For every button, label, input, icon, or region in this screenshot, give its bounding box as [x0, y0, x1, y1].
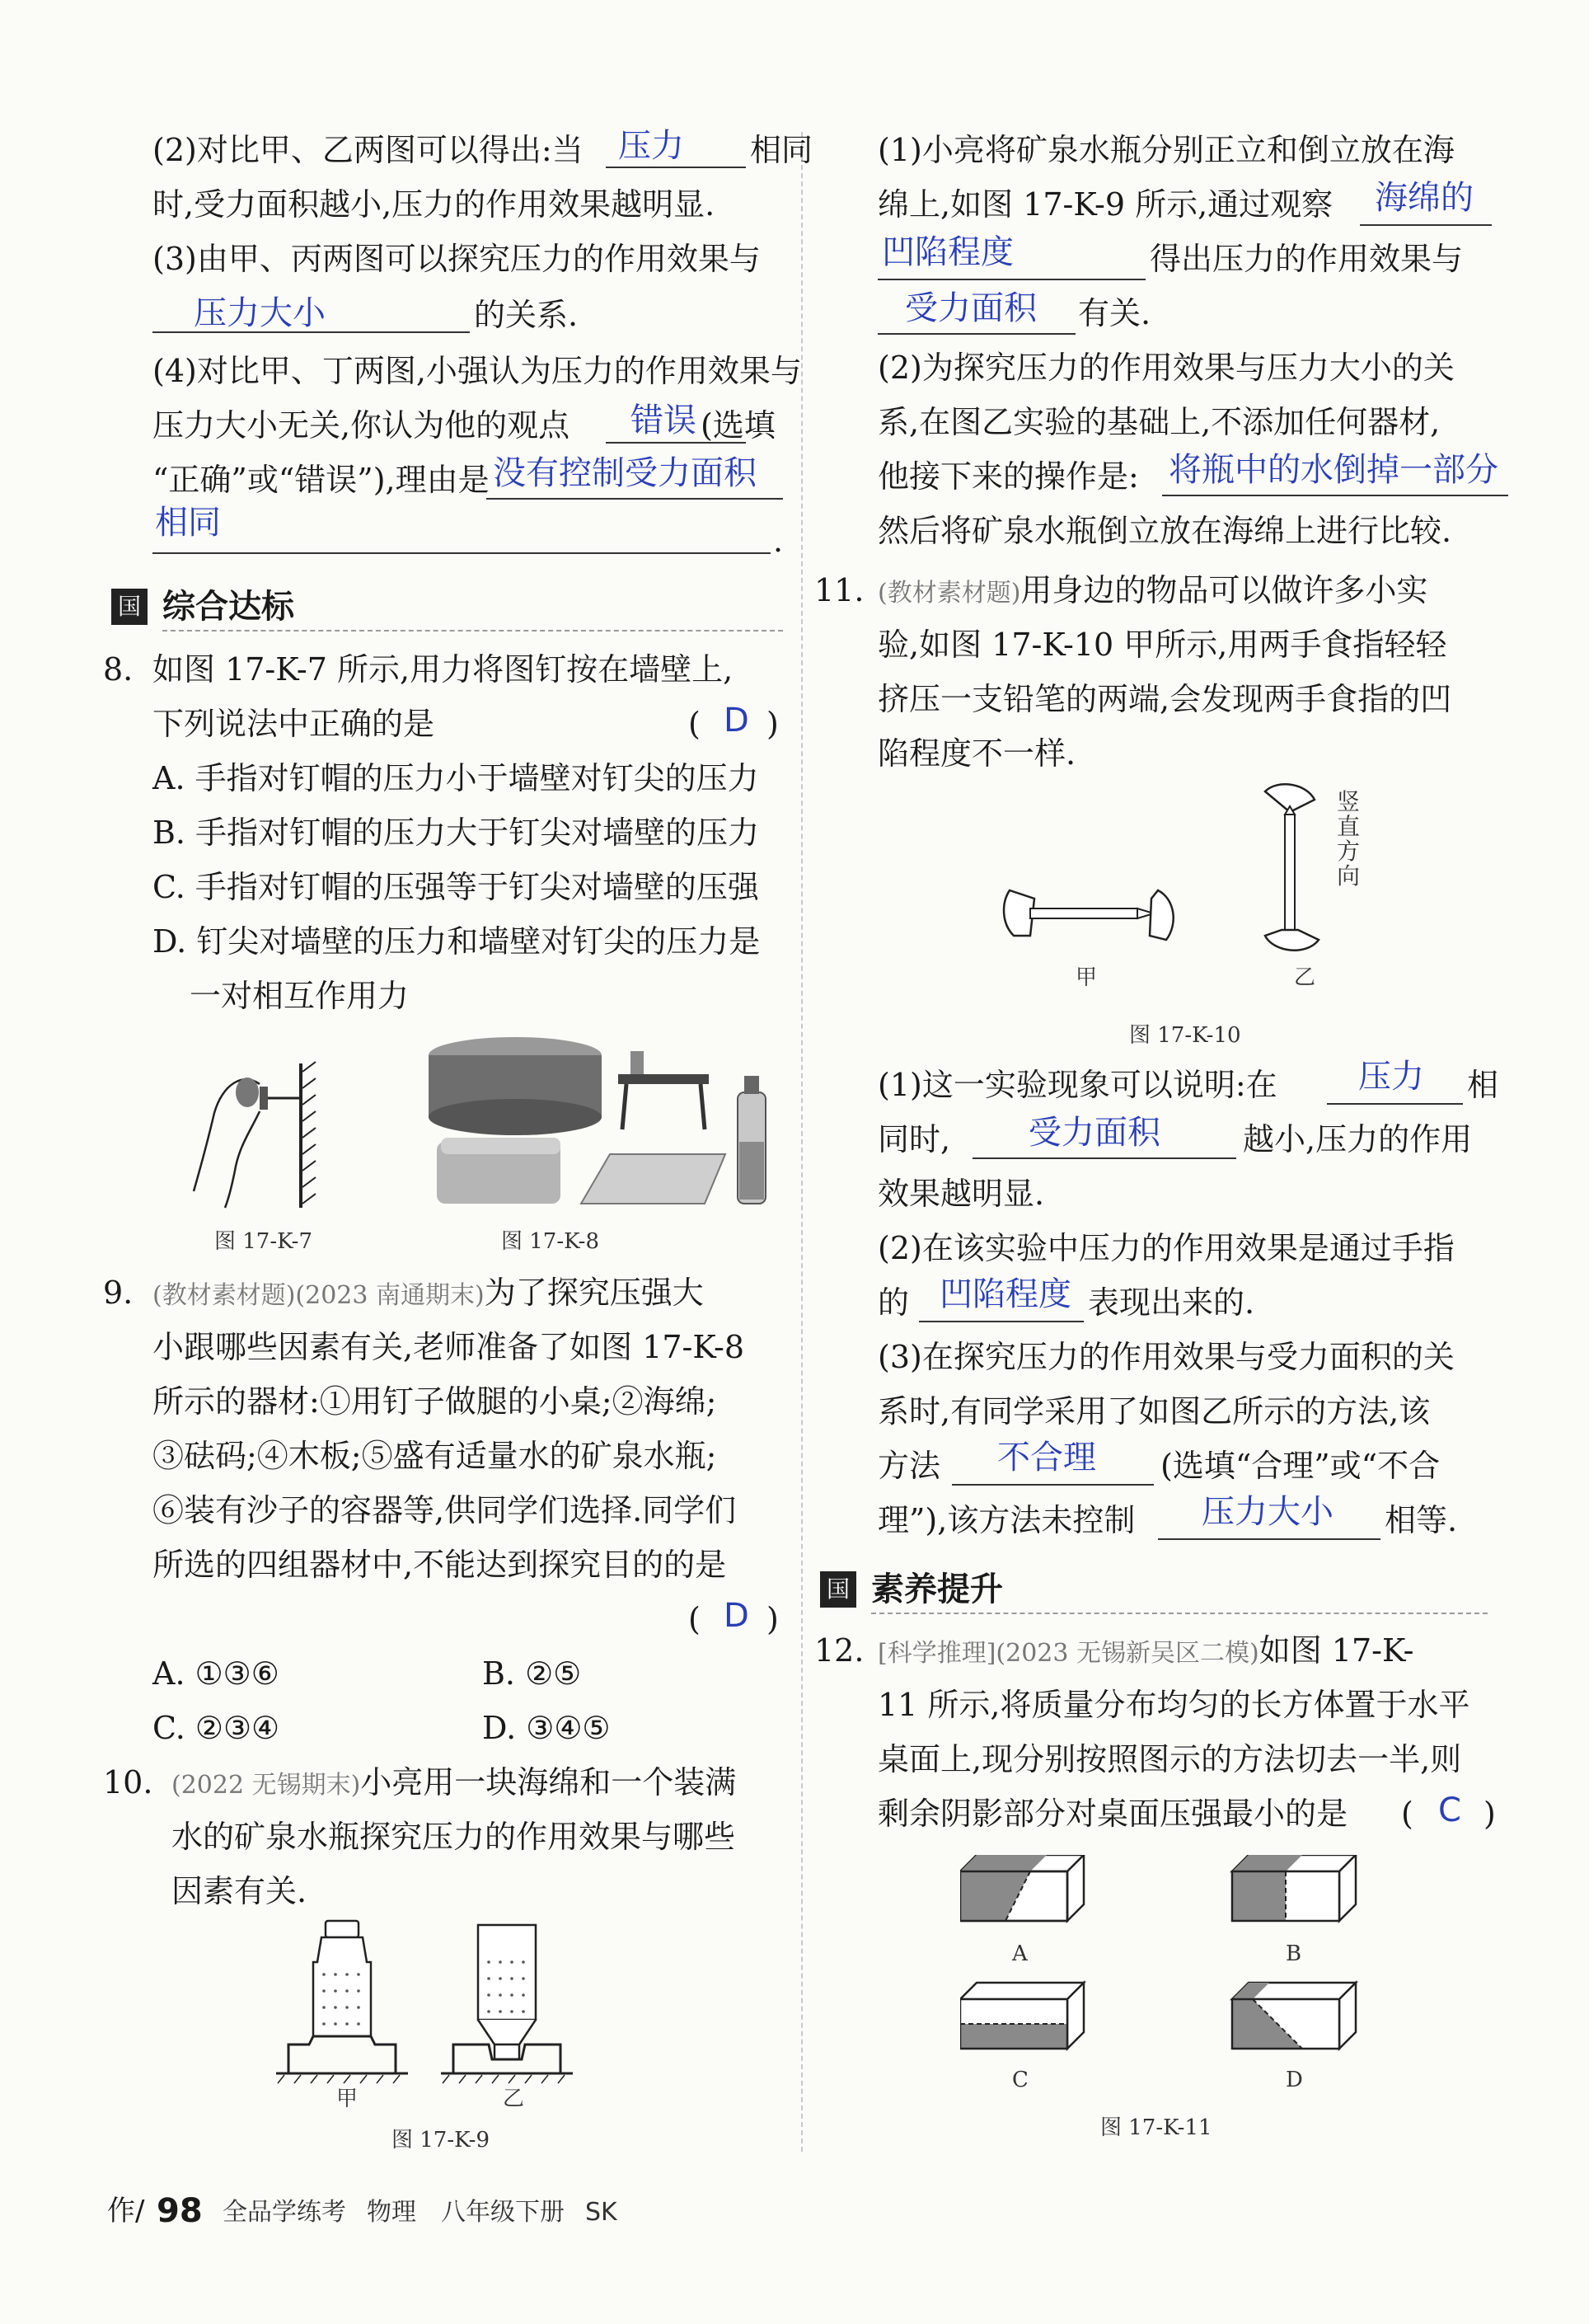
- figure-17-k-11-label-b: B: [1286, 1941, 1302, 1966]
- figure-17-k-9-caption: 图 17-K-9: [391, 2128, 490, 2153]
- q11-source: (教材素材题): [878, 579, 1021, 608]
- q11-part1-text-a: (1)这一实验现象可以说明:在: [878, 1067, 1277, 1103]
- q9-stem-6: 所选的四组器材中,不能达到探究目的的是: [152, 1547, 727, 1583]
- q9-stem-3: 所示的器材:①用钉子做腿的小桌;②海绵;: [152, 1383, 717, 1420]
- q12-answer: C: [1438, 1791, 1461, 1829]
- section-header-suyang: [820, 1568, 1488, 1614]
- section-title: 素养提升: [871, 1570, 1003, 1608]
- footer-edition: SK: [585, 2198, 617, 2227]
- q7-part4-text-b: 压力大小无关,你认为他的观点: [152, 407, 570, 444]
- q11-part1-text-c: 同时,: [878, 1121, 951, 1157]
- q11-part3-text-a: (3)在探究压力的作用效果与受力面积的关: [878, 1339, 1455, 1375]
- q11-stem-3: 挤压一支铅笔的两端,会发现两手食指的凹: [878, 681, 1452, 717]
- q12-number: 12.: [814, 1632, 865, 1669]
- q9-source: (教材素材题)(2023 南通期末): [152, 1281, 485, 1310]
- q7-part4-text-d: “正确”或“错误”),理由是: [152, 462, 490, 498]
- figure-17-k-11-label-d: D: [1286, 2068, 1303, 2092]
- figure-17-k-11-caption: 图 17-K-11: [1100, 2115, 1212, 2140]
- q12-stem-2: 11 所示,将质量分布均匀的长方体置于水平: [878, 1687, 1470, 1723]
- figure-17-k-7: [177, 1039, 334, 1216]
- q10-line-1: [171, 1764, 736, 1804]
- q10-part1-text-c: 得出压力的作用效果与: [1150, 241, 1464, 277]
- q11-stem-1: 用身边的物品可以做许多小实: [1020, 572, 1428, 608]
- q10-part1-text-b: 绵上,如图 17-K-9 所示,通过观察: [878, 186, 1334, 223]
- footer-grade: 八年级下册: [441, 2198, 565, 2227]
- figure-17-k-8-caption: 图 17-K-8: [501, 1229, 599, 1254]
- q11-part3-answer-2: 压力大小: [1202, 1493, 1334, 1531]
- q12-stem-1: 如图 17-K-: [1259, 1632, 1414, 1669]
- q7-part4-answer-2b: 相同: [155, 504, 221, 542]
- q7-part4-blank-2a: [486, 498, 783, 500]
- q10-source: (2022 无锡期末): [171, 1771, 361, 1800]
- figure-17-k-9: [276, 1913, 606, 2119]
- q7-part2-text-a: (2)对比甲、乙两图可以得出:当: [152, 132, 584, 168]
- q10-stem-3: 因素有关.: [171, 1873, 307, 1909]
- q10-part1-blank-2: [878, 333, 1076, 335]
- q12-stem-4: 剩余阴影部分对桌面压强最小的是: [878, 1796, 1348, 1832]
- figure-17-k-9-label-a: 甲: [336, 2087, 359, 2111]
- q12-line-1: [878, 1632, 1413, 1672]
- q7-part2-text-b: 相同: [750, 132, 813, 168]
- q9-paren-open: (: [688, 1601, 701, 1637]
- q10-part2-blank: [1162, 495, 1508, 496]
- section-header-zonghe: [111, 585, 783, 631]
- q11-part3-blank-2: [1158, 1538, 1380, 1540]
- q10-part1-blank-1b: [878, 279, 1146, 280]
- q11-part3-text-c: 方法: [878, 1448, 941, 1484]
- q10-part1-answer-1b: 凹陷程度: [882, 233, 1014, 271]
- footer-brand: 全品学练考: [223, 2198, 346, 2227]
- q7-part4-blank-2b: [152, 552, 771, 554]
- q11-part3-text-f: 相等.: [1385, 1502, 1458, 1538]
- q9-option-b: B. ②⑤: [482, 1655, 582, 1692]
- q11-part1-answer-2: 受力面积: [1029, 1114, 1160, 1152]
- q7-part4-answer-1: 错误: [630, 401, 696, 439]
- q11-part2-answer: 凹陷程度: [940, 1275, 1071, 1313]
- q9-paren-close: ): [766, 1601, 779, 1637]
- q9-stem-1: 为了探究压强大: [484, 1275, 704, 1311]
- q7-part4-answer-2a: 没有控制受力面积: [493, 454, 757, 492]
- q11-part1-blank-1: [1327, 1103, 1463, 1105]
- q10-part1-answer-1a: 海绵的: [1375, 179, 1474, 217]
- q11-part3-text-d: (选填“合理”或“不合: [1160, 1448, 1441, 1484]
- section-badge: 国: [111, 589, 148, 625]
- section-rule: [871, 1613, 1488, 1614]
- figure-17-k-7-caption: 图 17-K-7: [214, 1229, 312, 1254]
- q7-part2-answer: 压力: [618, 127, 684, 165]
- q7-part4-text-c: (选填: [701, 407, 776, 444]
- q10-part1-answer-2: 受力面积: [905, 289, 1037, 327]
- q7-part3-text-a: (3)由甲、丙两图可以探究压力的作用效果与: [152, 241, 761, 277]
- footer-prefix: 作/: [107, 2195, 145, 2228]
- q9-number: 9.: [103, 1275, 134, 1311]
- q10-part1-text-a: (1)小亮将矿泉水瓶分别正立和倒立放在海: [878, 132, 1455, 168]
- q10-stem-2: 水的矿泉水瓶探究压力的作用效果与哪些: [171, 1819, 736, 1855]
- q10-stem-1: 小亮用一块海绵和一个装满: [360, 1764, 737, 1801]
- q9-option-a: A. ①③⑥: [152, 1655, 279, 1692]
- q9-option-c: C. ②③④: [152, 1710, 280, 1746]
- q11-part1-text-e: 效果越明显.: [878, 1176, 1045, 1212]
- q11-stem-4: 陷程度不一样.: [878, 735, 1076, 772]
- q11-part1-text-b: 相: [1467, 1067, 1499, 1103]
- q9-stem-2: 小跟哪些因素有关,老师准备了如图 17-K-8: [152, 1329, 744, 1365]
- figure-17-k-9-label-b: 乙: [503, 2087, 525, 2111]
- q11-part2-text-b: 的: [878, 1284, 910, 1321]
- q7-part2-blank: [606, 167, 746, 168]
- q7-part4-end: .: [773, 523, 784, 559]
- figure-17-k-10-vertical-label: 竖直方向: [1337, 788, 1361, 890]
- q8-option-c: C. 手指对钉帽的压强等于钉尖对墙壁的压强: [152, 869, 759, 905]
- q8-option-a: A. 手指对钉帽的压力小于墙壁对钉尖的压力: [152, 760, 759, 796]
- q8-answer: D: [724, 702, 749, 739]
- section-rule: [162, 630, 783, 631]
- q11-part3-answer-1: 不合理: [997, 1439, 1096, 1477]
- q11-part3-text-e: 理”),该方法未控制: [878, 1502, 1136, 1538]
- q8-number: 8.: [103, 651, 134, 688]
- footer-subject: 物理: [367, 2198, 416, 2227]
- q8-option-d-1: D. 钉尖对墙壁的压力和墙壁对钉尖的压力是: [152, 923, 761, 960]
- q11-part1-answer-1: 压力: [1358, 1058, 1424, 1096]
- q9-option-d: D. ③④⑤: [482, 1710, 611, 1746]
- q11-part3-text-b: 系时,有同学采用了如图乙所示的方法,该: [878, 1393, 1431, 1430]
- q10-part2-answer: 将瓶中的水倒掉一部分: [1169, 451, 1498, 489]
- column-divider: [801, 132, 803, 2152]
- q8-option-d-2: 一对相互作用力: [190, 978, 410, 1014]
- q10-part2-text-c: 他接下来的操作是:: [878, 458, 1139, 495]
- figure-17-k-10-label-a: 甲: [1076, 965, 1098, 990]
- q9-stem-5: ⑥装有沙子的容器等,供同学们选择.同学们: [152, 1492, 737, 1528]
- section-title: 综合达标: [162, 588, 294, 626]
- q7-part2-text-c: 时,受力面积越小,压力的作用效果越明显.: [152, 186, 715, 223]
- q10-part2-text-d: 然后将矿泉水瓶倒立放在海绵上进行比较.: [878, 513, 1452, 549]
- q11-part3-blank-1: [952, 1484, 1154, 1486]
- q9-line-1: [152, 1275, 704, 1314]
- figure-17-k-11-label-c: C: [1012, 2068, 1029, 2092]
- q11-part2-text-c: 表现出来的.: [1088, 1284, 1255, 1321]
- q9-answer: D: [724, 1597, 749, 1635]
- q11-line-1: [878, 572, 1427, 612]
- box-a: [960, 1855, 1084, 1921]
- q7-part3-text-b: 的关系.: [474, 297, 579, 333]
- figure-17-k-11: [960, 1855, 1372, 2086]
- q12-paren-open: (: [1401, 1796, 1413, 1832]
- q10-number: 10.: [103, 1764, 153, 1801]
- q7-part4-text-a: (4)对比甲、丁两图,小强认为压力的作用效果与: [152, 353, 802, 389]
- q11-part1-blank-2: [973, 1157, 1236, 1159]
- q11-number: 11.: [814, 572, 865, 608]
- q8-paren-open: (: [688, 706, 701, 742]
- q11-part2-text-a: (2)在该实验中压力的作用效果是通过手指: [878, 1230, 1455, 1266]
- q9-stem-4: ③砝码;④木板;⑤盛有适量水的矿泉水瓶;: [152, 1438, 717, 1474]
- q8-option-b: B. 手指对钉帽的压力大于钉尖对墙壁的压力: [152, 815, 760, 851]
- q8-stem-2: 下列说法中正确的是: [152, 706, 435, 742]
- section-badge: 国: [820, 1571, 856, 1608]
- q11-part2-blank: [919, 1321, 1084, 1322]
- q8-paren-close: ): [766, 706, 779, 742]
- q12-paren-close: ): [1484, 1796, 1496, 1832]
- figure-17-k-11-label-a: A: [1012, 1941, 1028, 1966]
- figure-17-k-10-label-b: 乙: [1294, 965, 1316, 990]
- q12-stem-3: 桌面上,现分别按照图示的方法切去一半,则: [878, 1741, 1462, 1777]
- q11-part1-text-d: 越小,压力的作用: [1243, 1121, 1473, 1157]
- q12-source: [科学推理](2023 无锡新吴区二模): [878, 1639, 1259, 1668]
- q7-part3-answer: 压力大小: [194, 294, 326, 332]
- q11-stem-2: 验,如图 17-K-10 甲所示,用两手食指轻轻: [878, 627, 1447, 663]
- q8-stem-1: 如图 17-K-7 所示,用力将图钉按在墙壁上,: [152, 651, 734, 688]
- figure-17-k-8: [420, 1026, 783, 1220]
- page-number: 98: [157, 2192, 203, 2230]
- q10-part1-blank-1a: [1360, 224, 1492, 226]
- q10-part2-text-b: 系,在图乙实验的基础上,不添加任何器材,: [878, 404, 1441, 440]
- figure-17-k-10-caption: 图 17-K-10: [1129, 1023, 1241, 1048]
- q10-part2-text-a: (2)为探究压力的作用效果与压力大小的关: [878, 350, 1455, 386]
- q10-part1-text-d: 有关.: [1078, 295, 1151, 331]
